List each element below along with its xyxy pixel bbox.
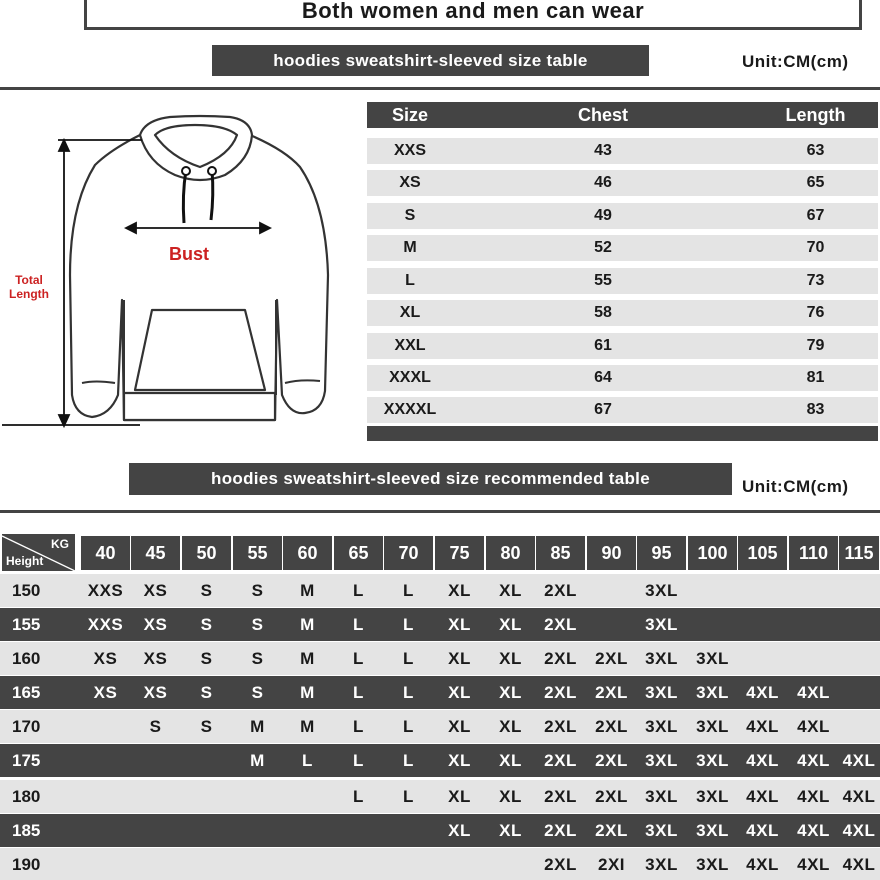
- height-label: 155: [12, 614, 41, 634]
- size-recommendation-cell: [587, 574, 636, 607]
- recommend-row: [0, 710, 880, 743]
- height-label: 190: [12, 854, 41, 874]
- size-recommendation-cell: S: [149, 716, 162, 736]
- height-label: 185: [12, 820, 41, 840]
- size-recommendation-cell: S: [251, 580, 264, 600]
- size-recommendation-cell: 2XL: [544, 580, 577, 600]
- size-recommendation-cell: 2XL: [544, 716, 577, 736]
- chest-cell: 67: [594, 401, 612, 418]
- size-table-row: [367, 203, 878, 229]
- size-recommendation-cell: L: [302, 750, 313, 770]
- size-table-row: [367, 138, 878, 164]
- kg-header-cell: 90: [587, 536, 636, 570]
- size-recommendation-cell: M: [300, 682, 315, 702]
- header-length: Length: [785, 104, 846, 125]
- size-recommendation-cell: L: [403, 580, 414, 600]
- size-recommendation-cell: [131, 744, 180, 777]
- height-label: 175: [12, 750, 41, 770]
- corner-kg: KG: [51, 537, 69, 551]
- size-recommendation-cell: [688, 608, 737, 641]
- chest-cell: 61: [594, 337, 612, 354]
- kg-header-cell: 115: [839, 536, 879, 570]
- size-recommendation-cell: XL: [499, 750, 522, 770]
- size-recommendation-cell: L: [353, 750, 364, 770]
- size-recommendation-cell: 4XL: [797, 716, 830, 736]
- kg-header-cell: 55: [233, 536, 282, 570]
- length-cell: 63: [806, 142, 825, 159]
- size-recommendation-cell: 4XL: [842, 786, 876, 806]
- size-recommendation-cell: 2XL: [544, 648, 577, 668]
- size-recommendation-cell: 2XL: [544, 854, 577, 874]
- size-recommendation-cell: XS: [143, 682, 168, 702]
- size-recommendation-cell: [131, 848, 180, 880]
- size-recommendation-cell: 3XL: [645, 716, 678, 736]
- size-recommendation-cell: XL: [499, 716, 522, 736]
- chest-cell: 64: [594, 369, 612, 386]
- size-recommendation-cell: 3XL: [696, 716, 729, 736]
- kg-header-cell: 40: [81, 536, 130, 570]
- size-recommendation-cell: L: [353, 716, 364, 736]
- size-recommendation-cell: [182, 848, 231, 880]
- size-table-row: [367, 333, 878, 359]
- size-recommendation-cell: XL: [448, 648, 471, 668]
- size-recommendation-cell: 3XL: [696, 820, 729, 840]
- size-recommendation-cell: M: [300, 648, 315, 668]
- size-table-footer-bar: [367, 426, 878, 441]
- header-size: Size: [391, 104, 429, 125]
- size-recommendation-cell: S: [251, 648, 264, 668]
- length-cell: 70: [806, 239, 825, 256]
- size-cell: M: [403, 239, 417, 256]
- size-table-row: [367, 397, 878, 423]
- size-recommendation-cell: XL: [499, 648, 522, 668]
- recommend-row: [0, 848, 880, 880]
- length-cell: 73: [806, 272, 825, 289]
- total-label-line1: Total: [15, 273, 43, 287]
- kg-height-corner: [2, 534, 75, 571]
- size-recommendation-cell: M: [250, 750, 265, 770]
- size-recommendation-cell: 3XL: [645, 580, 678, 600]
- height-label: 160: [12, 648, 41, 668]
- size-recommendation-cell: 3XL: [696, 786, 729, 806]
- length-cell: 65: [806, 174, 825, 191]
- size-recommendation-cell: L: [403, 614, 414, 634]
- height-label: 165: [12, 682, 41, 702]
- size-cell: XXL: [394, 337, 426, 354]
- size-recommendation-cell: XXS: [87, 580, 124, 600]
- size-recommendation-cell: L: [353, 580, 364, 600]
- size-recommendation-cell: [81, 814, 130, 847]
- header-chest: Chest: [577, 104, 628, 125]
- size-recommendation-cell: [182, 780, 231, 813]
- size-table-row: [367, 235, 878, 261]
- size-recommendation-cell: 2XL: [595, 820, 628, 840]
- size-cell: XL: [399, 304, 421, 321]
- size-recommendation-cell: M: [300, 580, 315, 600]
- size-cell: XXXL: [389, 369, 431, 386]
- size-recommendation-cell: 2XL: [595, 786, 628, 806]
- kg-header-cell: 85: [536, 536, 585, 570]
- banner: Both women and men can wear: [84, 0, 862, 30]
- recommend-row: [0, 744, 880, 777]
- kg-header-cell: 95: [637, 536, 686, 570]
- size-recommendation-cell: [233, 814, 282, 847]
- chest-cell: 49: [594, 207, 612, 224]
- recommend-row: [0, 608, 880, 641]
- size-recommendation-cell: 2XL: [595, 648, 628, 668]
- size-recommendation-cell: [789, 608, 838, 641]
- size-recommendation-cell: [486, 848, 535, 880]
- size-recommendation-cell: 4XL: [746, 750, 779, 770]
- size-recommendation-cell: [81, 710, 130, 743]
- size-recommendation-cell: XS: [143, 614, 168, 634]
- size-recommendation-cell: [283, 780, 332, 813]
- size-recommendation-cell: 4XL: [842, 820, 876, 840]
- hoodie-diagram: [0, 95, 340, 440]
- bust-label: Bust: [169, 244, 209, 264]
- size-recommendation-cell: [233, 780, 282, 813]
- size-recommendation-cell: [384, 848, 433, 880]
- chest-cell: 58: [594, 304, 612, 321]
- size-recommendation-cell: [334, 814, 383, 847]
- size-recommendation-cell: 3XL: [696, 854, 729, 874]
- size-recommendation-cell: XL: [448, 820, 471, 840]
- size-recommendation-cell: [233, 848, 282, 880]
- size-recommendation-cell: [182, 744, 231, 777]
- size-recommendation-cell: 3XL: [645, 682, 678, 702]
- size-recommendation-cell: 4XL: [797, 854, 830, 874]
- size-recommendation-cell: 3XL: [645, 750, 678, 770]
- size-cell: XS: [399, 174, 421, 191]
- corner-height: Height: [6, 554, 44, 568]
- size-recommendation-cell: 4XL: [797, 682, 830, 702]
- length-cell: 83: [806, 401, 825, 418]
- kg-header-cell: 110: [789, 536, 838, 570]
- size-recommendation-cell: [839, 676, 879, 709]
- size-recommendation-cell: L: [353, 786, 364, 806]
- size-recommendation-cell: 3XL: [645, 614, 678, 634]
- recommend-table-title: hoodies sweatshirt-sleeved size recommended table: [129, 463, 732, 495]
- size-recommendation-cell: 3XL: [645, 786, 678, 806]
- size-recommendation-cell: XL: [499, 682, 522, 702]
- size-recommendation-cell: XL: [499, 786, 522, 806]
- divider: [0, 510, 880, 513]
- size-recommendation-cell: XS: [143, 580, 168, 600]
- size-recommendation-cell: S: [200, 580, 213, 600]
- size-recommendation-cell: [81, 780, 130, 813]
- size-recommendation-cell: S: [200, 716, 213, 736]
- size-recommendation-cell: [283, 848, 332, 880]
- size-recommendation-cell: 2XL: [595, 682, 628, 702]
- kg-header-cell: 105: [738, 536, 787, 570]
- size-recommendation-cell: 3XL: [696, 682, 729, 702]
- size-recommendation-cell: [283, 814, 332, 847]
- size-recommendation-cell: 4XL: [797, 820, 830, 840]
- recommend-row: [0, 642, 880, 675]
- size-recommendation-cell: 4XL: [746, 786, 779, 806]
- size-recommendation-cell: [839, 574, 879, 607]
- size-recommendation-cell: 2XL: [595, 750, 628, 770]
- size-recommendation-cell: M: [300, 716, 315, 736]
- kg-header-cell: 70: [384, 536, 433, 570]
- chest-cell: 43: [594, 142, 612, 159]
- size-recommendation-cell: 2XL: [544, 682, 577, 702]
- recommend-row: [0, 676, 880, 709]
- size-recommendation-cell: [81, 848, 130, 880]
- size-recommendation-cell: XL: [499, 580, 522, 600]
- size-cell: L: [405, 272, 415, 289]
- size-recommendation-cell: [789, 574, 838, 607]
- size-recommendation-cell: M: [300, 614, 315, 634]
- kg-header-cell: 60: [283, 536, 332, 570]
- size-recommendation-cell: L: [353, 682, 364, 702]
- size-recommendation-cell: XL: [448, 682, 471, 702]
- size-recommendation-cell: L: [403, 786, 414, 806]
- size-recommendation-cell: 4XL: [797, 786, 830, 806]
- size-recommendation-cell: S: [251, 614, 264, 634]
- size-recommendation-cell: 2XL: [544, 820, 577, 840]
- size-recommendation-cell: XL: [499, 820, 522, 840]
- size-recommendation-cell: [384, 814, 433, 847]
- kg-header-cell: 50: [182, 536, 231, 570]
- size-recommendation-cell: [131, 814, 180, 847]
- size-table-row: [367, 365, 878, 391]
- size-recommendation-cell: [738, 574, 787, 607]
- recommend-table-unit: Unit:CM(cm): [742, 477, 849, 496]
- size-recommendation-cell: [839, 710, 879, 743]
- size-recommendation-cell: S: [200, 648, 213, 668]
- total-label-line2: Length: [9, 287, 49, 301]
- recommend-row: [0, 780, 880, 813]
- size-recommendation-cell: 4XL: [746, 716, 779, 736]
- chest-cell: 55: [594, 272, 612, 289]
- size-recommendation-cell: XL: [448, 580, 471, 600]
- size-recommendation-cell: 2XL: [595, 716, 628, 736]
- length-cell: 81: [806, 369, 825, 386]
- size-recommendation-cell: M: [250, 716, 265, 736]
- length-cell: 76: [806, 304, 825, 321]
- size-recommendation-cell: 2XL: [544, 786, 577, 806]
- chest-cell: 46: [594, 174, 612, 191]
- size-recommendation-cell: XS: [93, 682, 118, 702]
- length-cell: 79: [806, 337, 825, 354]
- size-recommendation-cell: L: [403, 682, 414, 702]
- size-recommendation-cell: S: [200, 682, 213, 702]
- size-recommendation-cell: 3XL: [645, 854, 678, 874]
- recommend-row: [0, 814, 880, 847]
- height-label: 180: [12, 786, 41, 806]
- size-recommendation-cell: [789, 642, 838, 675]
- size-recommendation-cell: 3XL: [645, 648, 678, 668]
- size-recommendation-cell: 3XL: [696, 750, 729, 770]
- total-length-label: [4, 273, 54, 301]
- size-table-title: hoodies sweatshirt-sleeved size table: [212, 45, 649, 76]
- size-recommendation-cell: [182, 814, 231, 847]
- size-recommendation-cell: [81, 744, 130, 777]
- size-table-unit: Unit:CM(cm): [742, 52, 849, 71]
- size-table-row: [367, 268, 878, 294]
- size-recommendation-cell: 2XL: [544, 750, 577, 770]
- size-recommendation-cell: 4XL: [746, 682, 779, 702]
- size-recommendation-cell: L: [353, 648, 364, 668]
- size-cell: XXXXL: [383, 401, 437, 418]
- size-recommendation-cell: 3XL: [696, 648, 729, 668]
- size-recommendation-cell: XL: [448, 786, 471, 806]
- size-recommendation-cell: XL: [499, 614, 522, 634]
- size-recommendation-cell: 3XL: [645, 820, 678, 840]
- kg-header-cell: 75: [435, 536, 484, 570]
- size-cell: XXS: [393, 142, 426, 159]
- size-recommendation-cell: XS: [143, 648, 168, 668]
- size-recommendation-cell: XXS: [87, 614, 124, 634]
- size-recommendation-cell: L: [403, 716, 414, 736]
- size-recommendation-cell: L: [403, 750, 414, 770]
- kg-header-cell: 80: [486, 536, 535, 570]
- size-recommendation-cell: 4XL: [746, 820, 779, 840]
- size-table-header: [367, 102, 878, 128]
- size-recommendation-cell: 2XL: [544, 614, 577, 634]
- size-recommendation-cell: L: [403, 648, 414, 668]
- recommend-row: [0, 574, 880, 607]
- size-recommendation-cell: L: [353, 614, 364, 634]
- size-recommendation-cell: S: [251, 682, 264, 702]
- size-recommendation-cell: 4XL: [797, 750, 830, 770]
- height-label: 150: [12, 580, 41, 600]
- size-recommendation-cell: [839, 608, 879, 641]
- kg-header-cell: 65: [334, 536, 383, 570]
- kg-header-cell: 45: [131, 536, 180, 570]
- size-recommendation-cell: XL: [448, 750, 471, 770]
- size-recommendation-cell: [688, 574, 737, 607]
- size-table-row: [367, 300, 878, 326]
- kg-header-cell: 100: [688, 536, 737, 570]
- size-recommendation-cell: 4XL: [842, 750, 876, 770]
- size-recommendation-cell: [839, 642, 879, 675]
- size-recommendation-cell: S: [200, 614, 213, 634]
- size-recommendation-cell: [435, 848, 484, 880]
- size-recommendation-cell: XL: [448, 716, 471, 736]
- chest-cell: 52: [594, 239, 612, 256]
- height-label: 170: [12, 716, 41, 736]
- size-recommendation-cell: [587, 608, 636, 641]
- length-cell: 67: [806, 207, 825, 224]
- size-recommendation-cell: XL: [448, 614, 471, 634]
- size-recommendation-cell: XS: [93, 648, 118, 668]
- size-recommendation-cell: [334, 848, 383, 880]
- size-recommendation-cell: 4XL: [746, 854, 779, 874]
- size-recommendation-cell: [131, 780, 180, 813]
- size-recommendation-cell: 2XI: [597, 854, 626, 874]
- size-recommendation-cell: [738, 608, 787, 641]
- size-table-row: [367, 170, 878, 196]
- divider: [0, 87, 880, 90]
- size-recommendation-cell: [738, 642, 787, 675]
- size-recommendation-cell: 4XL: [842, 854, 876, 874]
- size-cell: S: [404, 207, 416, 224]
